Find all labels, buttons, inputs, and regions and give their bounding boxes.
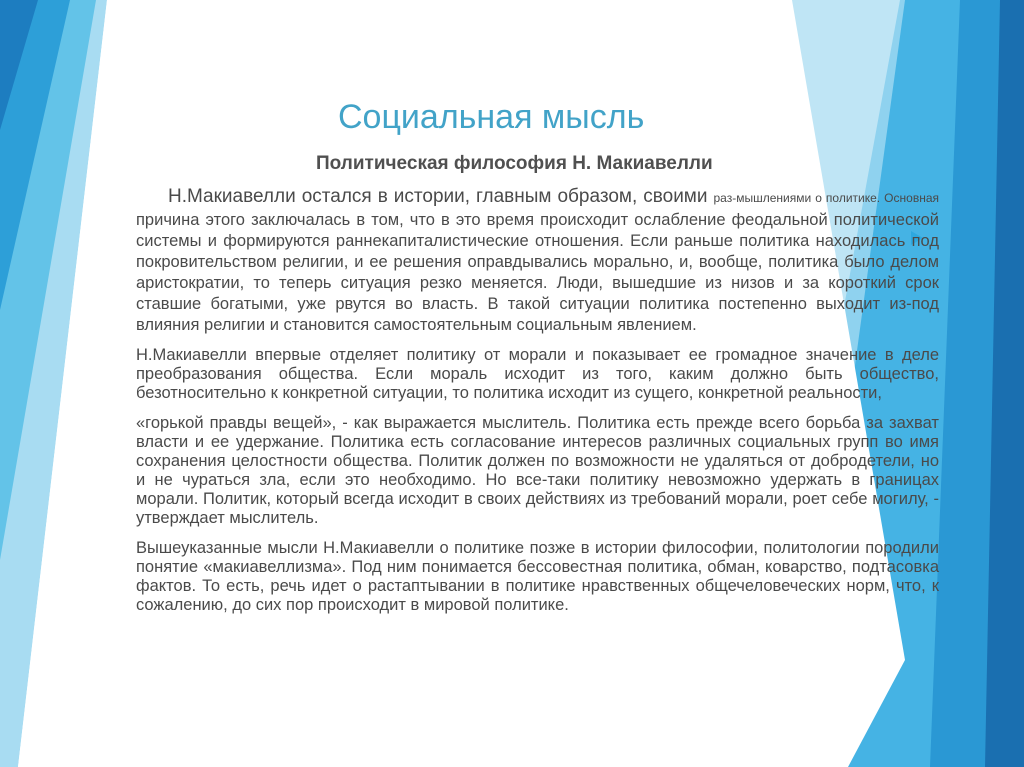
slide-subtitle: Политическая философия Н. Макиавелли: [316, 153, 713, 174]
paragraph-1-lead-small: раз-мышлениями о политике. Основная: [713, 191, 939, 205]
paragraph-3: «горькой правды вещей», - как выражается мыслитель. Политика есть прежде всего борьба за захват власти и ее удержание. Политика есть согласование интересов различных социальных групп во имя сохранения целостности общества. Политик должен по возможности не удаляться от добродетели, но и не чураться зла, если это необходимо. Но все-таки политику невозможно удержать в границах морали. Политик, который всегда исходит в своих действиях из требований морали, роет себе могилу, - утверждает мыслитель.: [136, 414, 939, 527]
paragraph-4: Вышеуказанные мысли Н.Макиавелли о политике позже в истории философии, политологии породили понятие «макиавеллизма». Под ним понимается бессовестная политика, обман, коварство, подтасовка фактов. То есть, речь идет о растаптывании в политике нравственных общечеловеческих норм, что, к сожалению, до сих пор происходит в мировой политике.: [136, 539, 939, 614]
slide-body: [136, 186, 939, 626]
slide-title: Социальная мысль: [338, 98, 645, 136]
paragraph-1-rest: причина этого заключалась в том, что в это время происходит ослабление феодальной политической системы и формируются раннекапиталистические отношения. Если раньше политика находилась под покровительством религии, и ее решения оправдывались морально, и, вообще, политика было делом аристократии, то теперь ситуация резко меняется. Люди, вышедшие из низов и за короткий срок ставшие богатыми, уже рвутся во власть. В такой ситуации политика постепенно выходит из-под влияния религии и становится самостоятельным социальным явлением.: [136, 211, 939, 334]
paragraph-1-lead: Н.Макиавелли остался в истории, главным образом, своими: [168, 186, 714, 207]
paragraph-1: [136, 186, 939, 335]
paragraph-2: Н.Макиавелли впервые отделяет политику от морали и показывает ее громадное значение в деле преобразования общества. Если мораль исходит из того, каким должно быть общество, безотносительно к конкретной ситуации, то политика исходит из сущего, конкретной реальности,: [136, 346, 939, 402]
